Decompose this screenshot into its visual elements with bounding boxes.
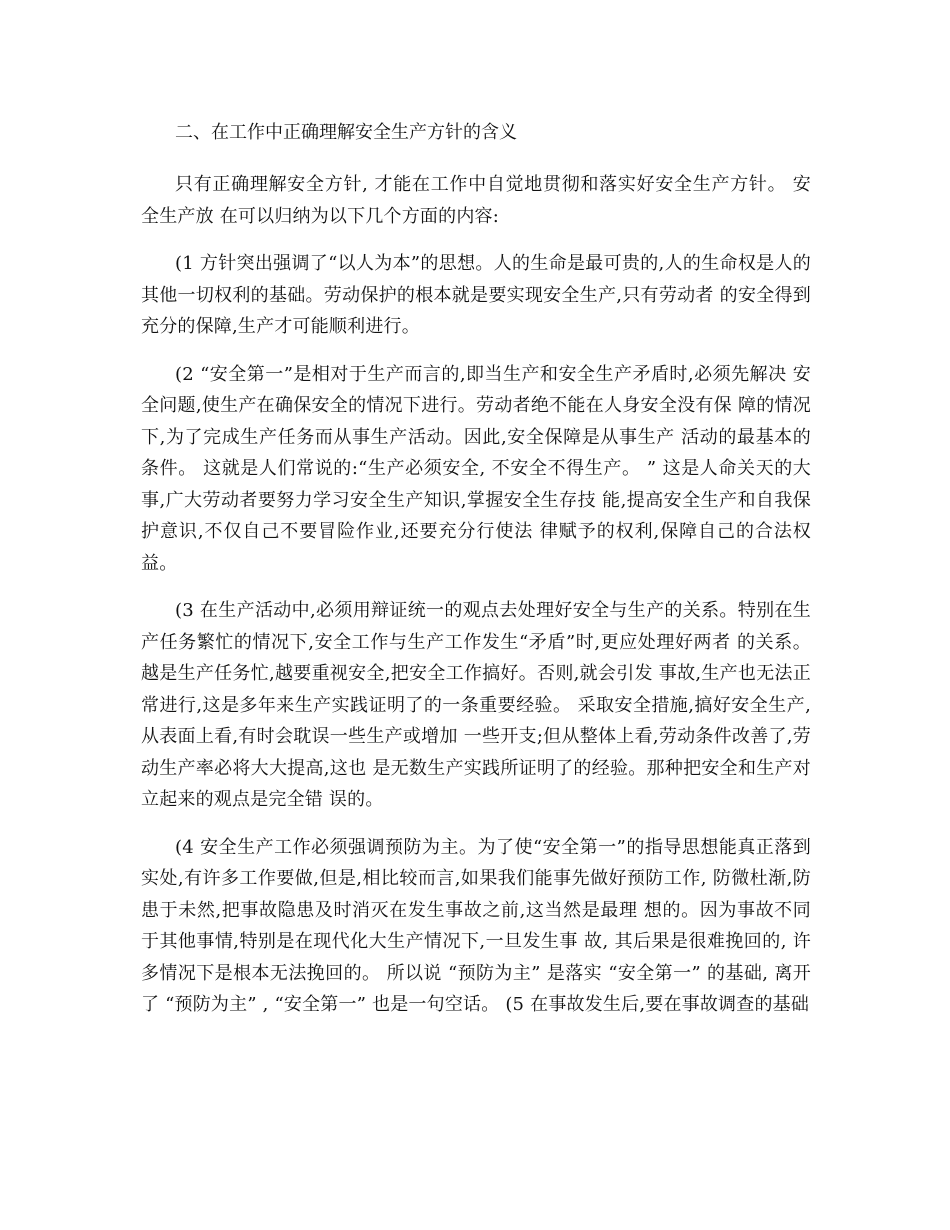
document-body [141, 118, 811, 1037]
paragraph-intro: 只有正确理解安全方针, 才能在工作中自觉地贯彻和落实好安全生产方针。 安全生产放 在可以归纳为以下几个方面的内容: [141, 174, 811, 227]
paragraph-point-4: (4 安全生产工作必须强调预防为主。为了使“安全第一”的指导思想能真正落到实处,有许多工作要做,但是,相比较而言,如果我们能事先做好预防工作, 防微杜渐,防患于未然,把事故隐患及时消灭在发生事故之前,这当然是最理 想的。因为事故不同于其他事情,特别是在现代化大生产情况下,一旦发生事 故, 其后果是很难挽回的, 许多情况下是根本无法挽回的。 所以说 “预防为主” 是落实 “安全第一” 的基础, 离开了 “预防为主” , “安全第一” 也是一句空话。 (5 在事故发生后,要在事故调查的基础 [141, 836, 811, 1015]
paragraph-point-2: (2 “安全第一”是相对于生产而言的,即当生产和安全生产矛盾时,必须先解决 安全问题,使生产在确保安全的情况下进行。劳动者绝不能在人身安全没有保 障的情况下,为了完成生产任务而从事生产活动。因此,安全保障是从事生产 活动的最基本的条件。 这就是人们常说的:“生产必须安全, 不安全不得生产。 ” 这是人命关天的大事,广大劳动者要努力学习安全生产知识,掌握安全生存技 能,提高安全生产和自我保护意识,不仅自己不要冒险作业,还要充分行使法 律赋予的权利,保障自己的合法权益。 [141, 363, 811, 574]
section-heading: 二、在工作中正确理解安全生产方针的含义 [175, 122, 517, 143]
paragraph-point-3: (3 在生产活动中,必须用辩证统一的观点去处理好安全与生产的关系。特别在生 产任务繁忙的情况下,安全工作与生产工作发生“矛盾”时,更应处理好两者 的关系。越是生产任务忙,越要重视安全,把安全工作搞好。否则,就会引发 事故,生产也无法正常进行,这是多年来生产实践证明了的一条重要经验。 采取安全措施,搞好安全生产,从表面上看,有时会耽误一些生产或增加 一些开支;但从整体上看,劳动条件改善了,劳动生产率必将大大提高,这也 是无数生产实践所证明了的经验。那种把安全和生产对立起来的观点是完全错 误的。 [141, 600, 811, 810]
paragraph-point-1: (1 方针突出强调了“以人为本”的思想。人的生命是最可贵的,人的生命权是人的其他一切权利的基础。劳动保护的根本就是要实现安全生产,只有劳动者 的安全得到充分的保障,生产才可能顺利进行。 [141, 253, 811, 337]
